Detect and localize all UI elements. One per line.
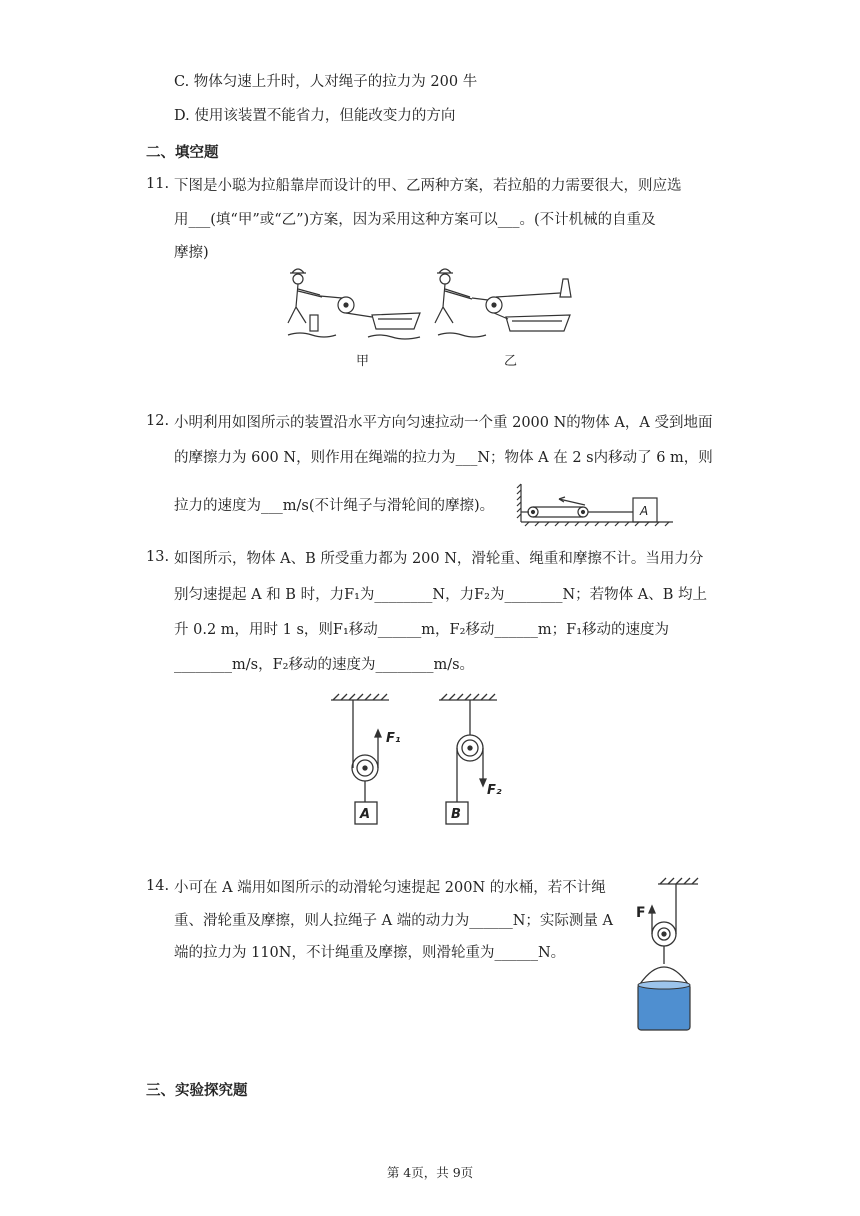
q12-line3: 拉力的速度为___m/s(不计绳子与滑轮间的摩擦)。	[174, 498, 495, 514]
q13-block-a-label: A	[360, 807, 371, 822]
q14-figure	[628, 872, 703, 1034]
q13-f1-label: F₁	[386, 731, 401, 746]
water-bucket	[638, 984, 690, 1030]
section-experiment-title: 三、实验探究题	[146, 1083, 248, 1099]
q12-figure	[515, 480, 675, 530]
q10-option-d: D. 使用该装置不能省力，但能改变力的方向	[174, 108, 456, 124]
q11-figure-label-yi: 乙	[504, 354, 518, 369]
q11-number: 11.	[146, 176, 170, 192]
q12-block-label: A	[640, 504, 649, 518]
q11-figure	[280, 265, 590, 375]
page-footer: 第 4页，共 9页	[386, 1165, 474, 1180]
q10-option-c: C. 物体匀速上升时，人对绳子的拉力为 200 牛	[174, 74, 478, 90]
q12-line2: 的摩擦力为 600 N，则作用在绳端的拉力为___N；物体 A 在 2 s内移动了 6 m，则	[174, 450, 713, 466]
q14-line1: 小可在 A 端用如图所示的动滑轮匀速提起 200N 的水桶，若不计绳	[174, 880, 606, 896]
q14-force-label: F	[636, 905, 646, 921]
q14-line3: 端的拉力为 110N，不计绳重及摩擦，则滑轮重为______N。	[174, 945, 566, 961]
q11-line1: 下图是小聪为拉船靠岸而设计的甲、乙两种方案，若拉船的力需要很大，则应选	[174, 178, 682, 194]
q13-line2: 别匀速提起 A 和 B 时，力F₁为________N，力F₂为________N；若物体 A、B 均上	[174, 587, 708, 603]
boat-scheme-jia	[288, 269, 420, 339]
q12-line1: 小明利用如图所示的装置沿水平方向匀速拉动一个重 2000 N的物体 A，A 受到地面	[174, 415, 713, 431]
q12-number: 12.	[146, 413, 170, 429]
q11-line3: 摩擦)	[174, 245, 209, 261]
section-fill-in-title: 二、填空题	[146, 145, 219, 161]
q13-figure	[325, 690, 525, 835]
q11-line2: 用___(填“甲”或“乙”)方案，因为采用这种方案可以___。(不计机械的自重及	[174, 212, 656, 228]
q13-line1: 如图所示，物体 A、B 所受重力都为 200 N，滑轮重、绳重和摩擦不计。当用力分	[174, 551, 704, 567]
q13-f2-label: F₂	[487, 783, 502, 798]
q14-number: 14.	[146, 878, 170, 894]
q13-line3: 升 0.2 m，用时 1 s，则F₁移动______m，F₂移动______m；F₁移动的速度为	[174, 622, 670, 638]
boat-scheme-yi	[435, 269, 571, 337]
q14-line2: 重、滑轮重及摩擦，则人拉绳子 A 端的动力为______N；实际测量 A	[174, 913, 613, 929]
q11-figure-label-jia: 甲	[356, 354, 370, 369]
q13-line4: ________m/s，F₂移动的速度为________m/s。	[174, 657, 475, 673]
q13-number: 13.	[146, 549, 170, 565]
q13-block-b-label: B	[451, 807, 461, 822]
